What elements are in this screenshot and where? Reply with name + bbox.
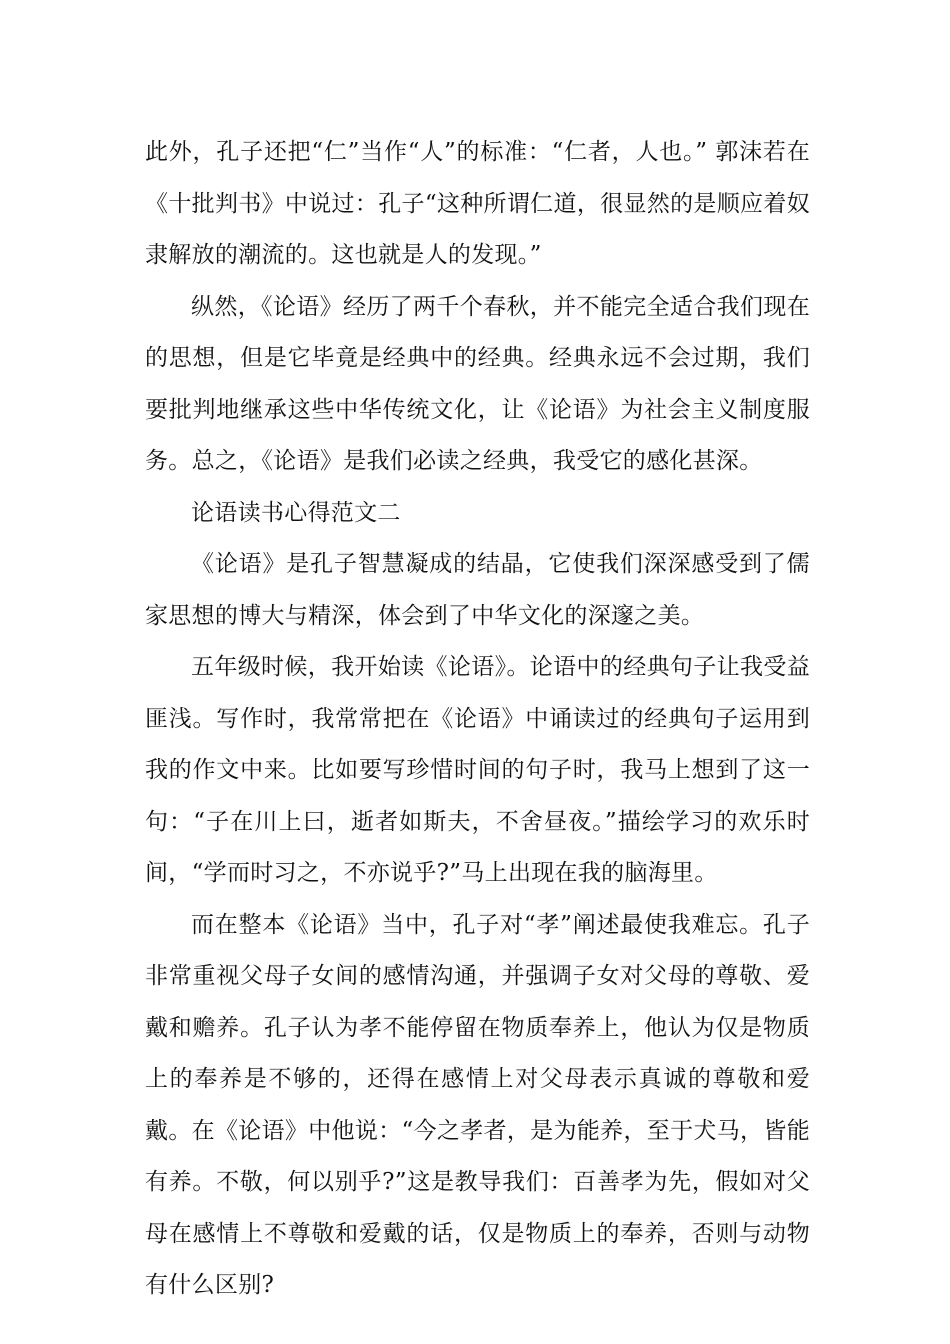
paragraph-4: 五年级时候，我开始读《论语》。论语中的经典句子让我受益匪浅。写作时，我常常把在《论语》中诵读过的经典句子运用到我的作文中来。比如要写珍惜时间的句子时，我马上想到了这一句：“子在川上曰，逝者如斯夫，不舍昼夜。”描绘学习的欢乐时间，“学而时习之，不亦说乎?”马上出现在我的脑海里。: [145, 654, 810, 886]
paragraph-5: 而在整本《论语》当中，孔子对“孝”阐述最使我难忘。孔子非常重视父母子女间的感情沟通，并强调子女对父母的尊敬、爱戴和赡养。孔子认为孝不能停留在物质奉养上，他认为仅是物质上的奉养是不够的，还得在感情上对父母表示真诚的尊敬和爱戴。在《论语》中他说：“今之孝者，是为能养，至于犬马，皆能有养。不敬，何以别乎?”这是教导我们：百善孝为先，假如对父母在感情上不尊敬和爱戴的话，仅是物质上的奉养，否则与动物有什么区别?: [145, 911, 810, 1298]
document-body: [145, 127, 810, 1312]
paragraph-2: 纵然，《论语》经历了两千个春秋，并不能完全适合我们现在的思想，但是它毕竟是经典中的经典。经典永远不会过期，我们要批判地继承这些中华传统文化，让《论语》为社会主义制度服务。总之，《论语》是我们必读之经典，我受它的感化甚深。: [145, 293, 810, 474]
section-heading: 论语读书心得范文二: [191, 499, 401, 526]
paragraph-1: 此外，孔子还把“仁”当作“人”的标准：“仁者，人也。” 郭沫若在《十批判书》中说过：孔子“这种所谓仁道，很显然的是顺应着奴隶解放的潮流的。这也就是人的发现。”: [145, 139, 810, 268]
paragraph-3: 《论语》是孔子智慧凝成的结晶，它使我们深深感受到了儒家思想的博大与精深，体会到了中华文化的深邃之美。: [145, 551, 810, 629]
